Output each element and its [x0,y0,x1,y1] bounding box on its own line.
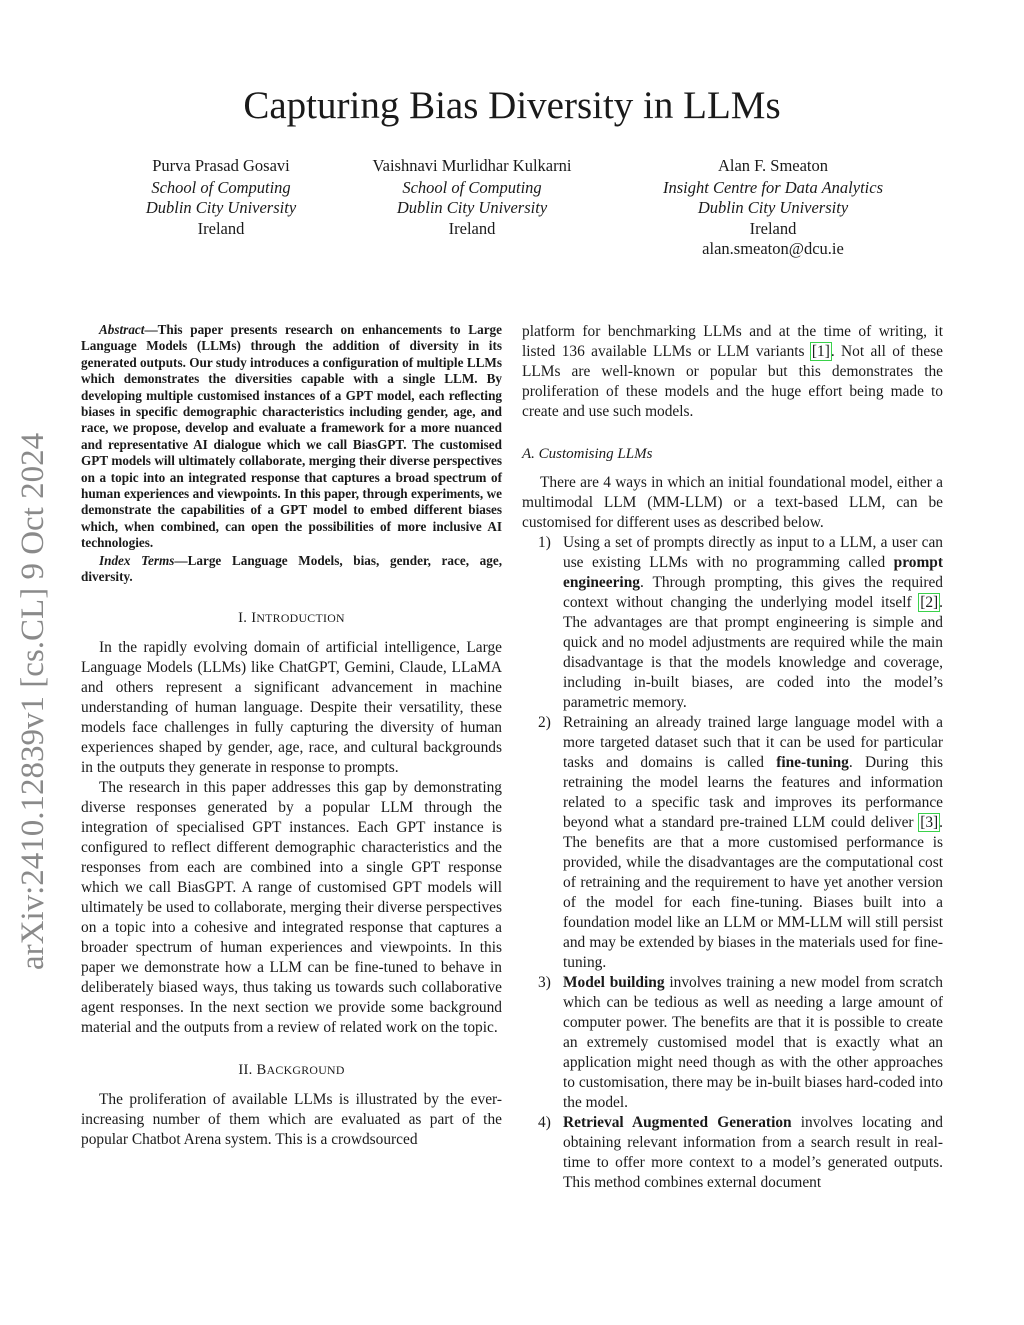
citation-link[interactable]: [1] [811,343,830,360]
list-number: 3) [538,974,551,991]
author-country: Ireland [749,218,797,238]
abstract-label: Abstract [99,322,145,337]
left-column [81,322,502,1150]
paragraph: The proliferation of available LLMs is illustrated by the ever-increasing number of them which are evaluated as part of the popular Chatbot Arena system. This is a crowdsourced [81,1090,502,1148]
index-terms-text: —Large Language Models, bias, gender, race, age, diversity. [81,552,503,585]
author-block-2 [337,156,607,239]
author-email[interactable]: alan.smeaton@dcu.ie [702,239,844,258]
arxiv-identifier[interactable]: arXiv:2410.12839v1 [cs.CL] 9 Oct 2024 [15,432,51,970]
list-item: 2) Retraining an already trained large language model with a more targeted dataset such that it can be used for particular tasks and domains is called fine-tuning. During this retraining the model learns the features and information related to a specific task and improves its performance beyond what a standard pre-trained LLM could deliver [3]. The benefits are that a more customised performance is provided, while the disadvantages are the computational cost of retraining and the requirement to have yet another version of the model for each fine-tuning. Biases built into a foundation model like an LLM or MM-LLM will still persist and may be extended by biases in the materials used for fine-tuning. [538,714,943,971]
author-org: Dublin City University [697,198,849,217]
list-item: 3) Model building involves training a new model from scratch which can be tedious as well as needing a large amount of computer power. The benefits are that it is possible to create an extremely customised model that is exactly what an application might need though as with the other approaches to customisation, there may be in-built biases hard-coded into the model. [538,974,943,1111]
author-country: Ireland [197,218,245,238]
author-block-1 [86,156,356,239]
list-number: 1) [538,534,551,551]
author-name: Purva Prasad Gosavi [152,156,290,175]
list-item: 4) Retrieval Augmented Generation involves locating and obtaining relevant information from a search result in real-time to offer more context to a model’s generated outputs. This method combines external document [538,1114,943,1191]
abstract-text: —This paper presents research on enhancements to Large Language Models (LLMs) through the addition of diversity in its generated outputs. Our study introduces a configuration of multiple LLMs which demonstrates the diversities capable with a single LLM. By developing multiple customised instances of a GPT model, each reflecting biases in specific demographic characteristics including gender, age, and race, we propose, develop and evaluate a framework for a more nuanced and representative AI dialogue which we call BiasGPT. The customised GPT models will ultimately collaborate, merging their diverse perspectives on a topic into an integrated response that captures a broad spectrum of human experiences and viewpoints. In this paper, through experiments, we demonstrate the capabilities of a GPT model to embed different biases which, when combined, can open the possibilities of more inclusive AI technologies. [81,322,502,551]
index-terms [81,553,502,586]
citation-link[interactable]: [2] [920,594,939,611]
index-terms-label: Index Terms [99,552,175,568]
author-dept: School of Computing [151,177,291,197]
numbered-list [522,533,943,1193]
paragraph: There are 4 ways in which an initial foundational model, either a multimodal LLM (MM-LLM) or a text-based LLM, can be customised for different uses as described below. [522,474,943,531]
author-dept: School of Computing [402,177,542,197]
paragraph: platform for benchmarking LLMs and at the time of writing, it listed 136 available LLMs or LLM variants [1]. Not all of these LLMs are well-known or popular but this demonstrates the proliferation of these models and the huge effort being made to create and use such models. [522,323,943,420]
citation-link[interactable]: [3] [920,814,939,831]
paragraph: In the rapidly evolving domain of artificial intelligence, Large Language Models (LLMs) like ChatGPT, Gemini, Claude, LLaMA and others represent a significant advancement in machine understanding of human language. Despite their versatility, these models face challenges in fully capturing the diversity of human experiences shaped by gender, age, race, and cultural backgrounds in the outputs they generate in response to prompts. [81,638,502,776]
paper-title: Capturing Bias Diversity in LLMs [243,84,781,127]
section-heading-introduction: I. INTRODUCTION [238,609,345,626]
list-number: 4) [538,1114,551,1131]
paragraph: The research in this paper addresses this gap by demonstrating diverse responses generated by a popular LLM through the integration of specialised GPT instances. Each GPT instance is configured to reflect different demographic characteristics and the responses from each are combined into a single GPT response which we call BiasGPT. A range of customised GPT models will ultimately be used to collaborate, merging their diverse perspectives on a topic into a cohesive and integrated response that captures a broader spectrum of human experiences and viewpoints. In this paper we demonstrate how a LLM can be fine-tuned to behave in deliberately biased ways, thus taking us towards such collaborative agent responses. In the next section we provide some background material and the outputs from a review of related work on the topic. [81,778,502,1036]
abstract [81,322,502,552]
author-org: Dublin City University [145,198,297,217]
list-number: 2) [538,714,551,731]
author-country: Ireland [448,218,496,238]
author-org: Dublin City University [396,198,548,217]
author-dept: Insight Centre for Data Analytics [663,177,883,197]
section-heading-background: II. BACKGROUND [238,1061,345,1078]
subsection-heading: A. Customising LLMs [522,446,653,462]
right-column [522,322,943,1193]
list-item: 1) Using a set of prompts directly as input to a LLM, a user can use existing LLMs with no programming called prompt engineering. Through prompting, this gives the required context without changing the underlying model itself [2]. The advantages are that prompt engineering is simple and quick and no model adjustments are required while the main disadvantage is that the models knowledge and coverage, including in-built biases, are coded into the model’s parametric memory. [538,534,943,711]
author-name: Alan F. Smeaton [717,156,829,175]
author-name: Vaishnavi Murlidhar Kulkarni [372,156,572,175]
author-block-3 [628,156,918,260]
